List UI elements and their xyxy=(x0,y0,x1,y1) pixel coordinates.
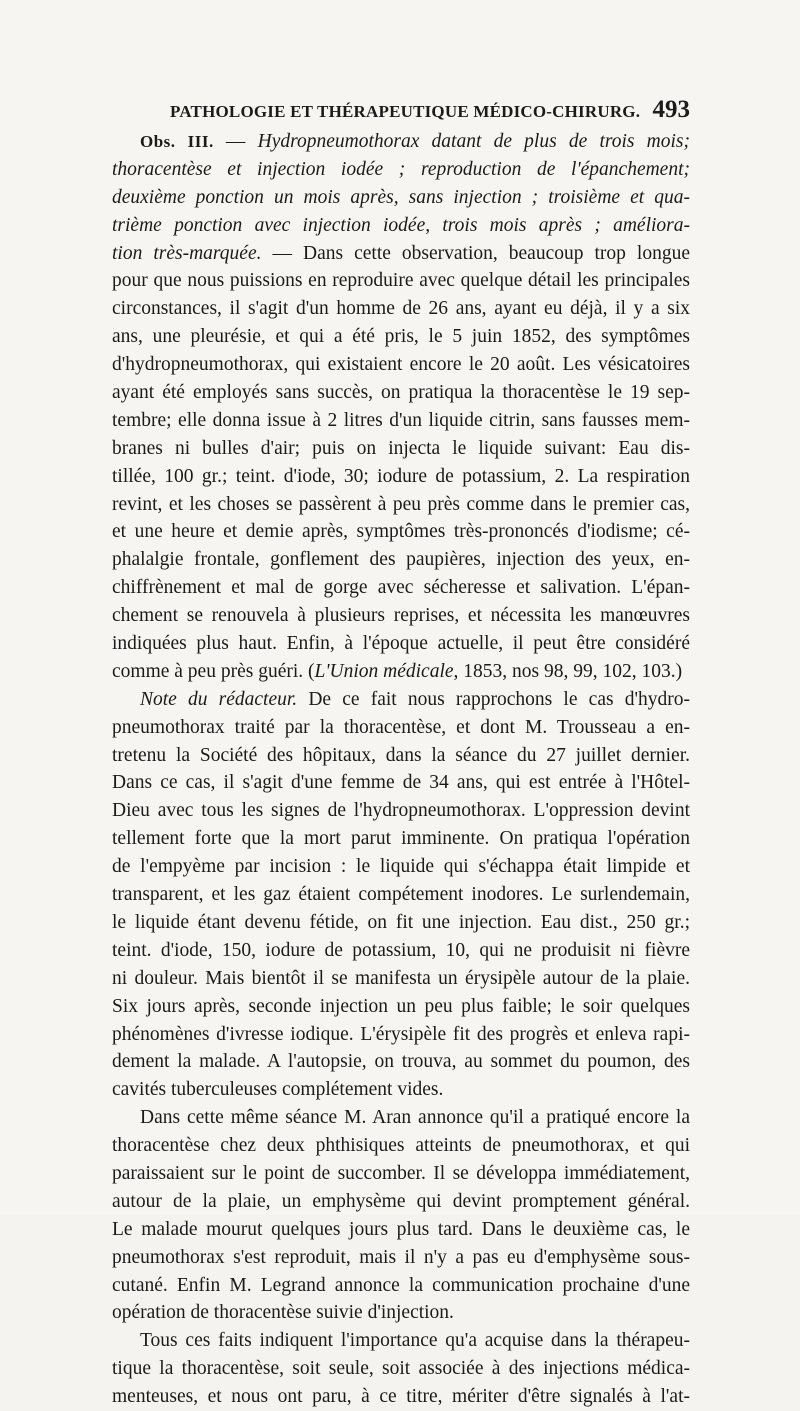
text-line xyxy=(112,965,690,993)
text-segment: dement la malade. A l'autopsie, on trouva, au sommet du poumon, des xyxy=(112,1051,690,1073)
text-segment: indiquées plus haut. Enfin, à l'époque actuelle, il peut être considéré xyxy=(112,633,690,655)
text-segment: phénomènes d'ivresse iodique. L'érysipèle fit des progrès et enleva rapi- xyxy=(112,1023,690,1045)
text-line xyxy=(112,1216,690,1244)
text-segment: , 1853, nos 98, 99, 102, 103.) xyxy=(453,660,683,682)
text-line xyxy=(112,574,690,602)
text-segment: cavités tuberculeuses complétement vides. xyxy=(112,1079,444,1101)
text-line xyxy=(112,351,690,379)
text-line xyxy=(112,546,690,574)
text-line xyxy=(112,853,690,881)
text-segment: ni douleur. Mais bientôt il se manifesta un érysipèle autour de la plaie. xyxy=(112,967,690,989)
text-segment: tique la thoracentèse, soit seule, soit associée à des injections médica- xyxy=(112,1358,690,1380)
text-segment: L'Union médicale xyxy=(314,660,454,682)
text-segment: et une heure et demie après, symptômes très-prononcés d'iodisme; cé- xyxy=(112,521,690,543)
text-segment: Note du rédacteur. xyxy=(140,688,298,710)
text-line xyxy=(112,909,690,937)
text-line xyxy=(112,1132,690,1160)
text-segment: le liquide étant devenu fétide, on fit une injection. Eau dist., 250 gr.; xyxy=(112,911,690,933)
text-line xyxy=(112,1188,690,1216)
text-line xyxy=(112,1160,690,1188)
text-line xyxy=(112,714,690,742)
text-segment: chement se renouvela à plusieurs reprises, et nécessita les manœuvres xyxy=(112,605,690,627)
text-segment: branes ni bulles d'air; puis on injecta le liquide suivant: Eau dis- xyxy=(112,437,690,459)
text-line xyxy=(112,1244,690,1272)
text-segment: d'hydropneumothorax, qui existaient encore le 20 août. Les vésicatoires xyxy=(112,354,690,376)
text-line xyxy=(112,881,690,909)
text-segment: Dieu avec tous les signes de l'hydropneumothorax. L'oppression devint xyxy=(112,800,690,822)
text-segment: Dans ce cas, il s'agit d'une femme de 34 ans, qui est entrée à l'Hôtel- xyxy=(112,772,690,794)
body-text xyxy=(112,128,690,1411)
text-segment: tellement forte que la mort parut imminente. On pratiqua l'opération xyxy=(112,828,690,850)
text-segment: Hydropneumothorax datant de plus de trois mois; xyxy=(257,131,691,152)
text-segment: Le malade mourut quelques jours plus tard. Dans le deuxième cas, le xyxy=(112,1218,690,1240)
text-line xyxy=(112,407,690,435)
text-segment: circonstances, il s'agit d'un homme de 26 ans, ayant eu déjà, il y a six xyxy=(112,298,690,320)
text-segment: thoracentèse chez deux phthisiques atteints de pneumothorax, et qui xyxy=(112,1135,690,1157)
text-segment: opération de thoracentèse suivie d'injection. xyxy=(112,1302,454,1324)
text-segment: ayant été employés sans succès, on pratiqua la thoracentèse le 19 sep- xyxy=(112,382,690,404)
text-segment: Dans cette même séance M. Aran annonce qu'il a pratiqué encore la xyxy=(140,1107,690,1129)
text-line xyxy=(112,1048,690,1076)
text-segment: — Dans cette observation, beaucoup trop longue xyxy=(261,242,690,264)
text-line xyxy=(112,1355,690,1383)
text-line xyxy=(112,156,690,184)
running-head: PATHOLOGIE ET THÉRAPEUTIQUE MÉDICO-CHIRURG. xyxy=(170,102,641,121)
text-line xyxy=(112,742,690,770)
page-header xyxy=(110,96,690,126)
text-line xyxy=(112,240,690,268)
text-segment: paraissaient sur le point de succomber. Il se développa immédiatement, xyxy=(112,1162,690,1184)
text-line xyxy=(112,1299,690,1327)
text-segment: Tous ces faits indiquent l'importance qu'a acquise dans la thérapeu- xyxy=(140,1330,690,1352)
text-segment: Six jours après, seconde injection un peu plus faible; le soir quelques xyxy=(112,995,690,1017)
text-segment: deuxième ponction un mois après, sans injection ; troisième et qua- xyxy=(112,186,690,208)
text-segment: ans, une pleurésie, et qui a été pris, le 5 juin 1852, des symptômes xyxy=(112,326,690,348)
text-line xyxy=(112,993,690,1021)
text-segment: tion très-marquée. xyxy=(112,242,262,264)
text-line xyxy=(112,212,690,240)
text-segment: menteuses, et nous ont paru, à ce titre, mériter d'être signalés à l'at- xyxy=(112,1386,690,1408)
text-line xyxy=(112,323,690,351)
text-segment: transparent, et les gaz étaient compétement inodores. Le surlendemain, xyxy=(112,884,690,906)
text-segment: teint. d'iode, 150, iodure de potassium, 10, qui ne produisit ni fièvre xyxy=(112,939,690,961)
text-line xyxy=(112,1272,690,1300)
text-segment: phalalgie frontale, gonflement des paupières, injection des yeux, en- xyxy=(112,549,690,571)
text-line xyxy=(112,463,690,491)
text-segment: cutané. Enfin M. Legrand annonce la communication prochaine d'une xyxy=(112,1274,690,1296)
text-segment: tillée, 100 gr.; teint. d'iode, 30; iodure de potassium, 2. La respiration xyxy=(112,465,690,487)
text-segment: chiffrènement et mal de gorge avec sécheresse et salivation. L'épan- xyxy=(112,577,690,599)
text-segment: pour que nous puissions en reproduire avec quelque détail les principales xyxy=(112,270,690,292)
text-segment: pneumothorax s'est reproduit, mais il n'y a pas eu d'emphysème sous- xyxy=(112,1246,690,1268)
text-segment: Obs. III. xyxy=(140,132,214,151)
text-segment: comme à peu près guéri. ( xyxy=(112,660,315,682)
text-line xyxy=(112,267,690,295)
text-segment: revint, et les choses se passèrent à peu près comme dans le premier cas, xyxy=(112,493,690,515)
text-segment: pneumothorax traité par la thoracentèse, et dont M. Trousseau a en- xyxy=(112,716,690,738)
text-segment: autour de la plaie, un emphysème qui devint promptement général. xyxy=(112,1190,690,1212)
text-line xyxy=(112,1104,690,1132)
text-line xyxy=(112,379,690,407)
text-line xyxy=(112,602,690,630)
text-line xyxy=(112,518,690,546)
text-segment: trième ponction avec injection iodée, trois mois après ; améliora- xyxy=(112,214,690,236)
text-segment: de l'empyème par incision : le liquide qui s'échappa était limpide et xyxy=(112,856,690,878)
text-line xyxy=(112,1076,690,1104)
text-line xyxy=(112,686,690,714)
text-segment: — xyxy=(213,131,258,152)
text-segment: tretenu la Société des hôpitaux, dans la séance du 27 juillet dernier. xyxy=(112,744,690,766)
text-line xyxy=(112,491,690,519)
text-line xyxy=(112,435,690,463)
text-line xyxy=(112,1327,690,1355)
text-line xyxy=(112,128,690,156)
text-line xyxy=(112,1383,690,1411)
text-line xyxy=(112,658,690,686)
text-segment: tembre; elle donna issue à 2 litres d'un liquide citrin, sans fausses mem- xyxy=(112,409,690,431)
text-line xyxy=(112,937,690,965)
text-line xyxy=(112,184,690,212)
text-line xyxy=(112,295,690,323)
page-number: 493 xyxy=(652,96,690,123)
text-line xyxy=(112,1021,690,1049)
text-line xyxy=(112,769,690,797)
text-line xyxy=(112,630,690,658)
text-segment: thoracentèse et injection iodée ; reproduction de l'épanchement; xyxy=(112,158,690,180)
text-line xyxy=(112,825,690,853)
text-line xyxy=(112,797,690,825)
text-segment: De ce fait nous rapprochons le cas d'hydro- xyxy=(297,688,690,710)
